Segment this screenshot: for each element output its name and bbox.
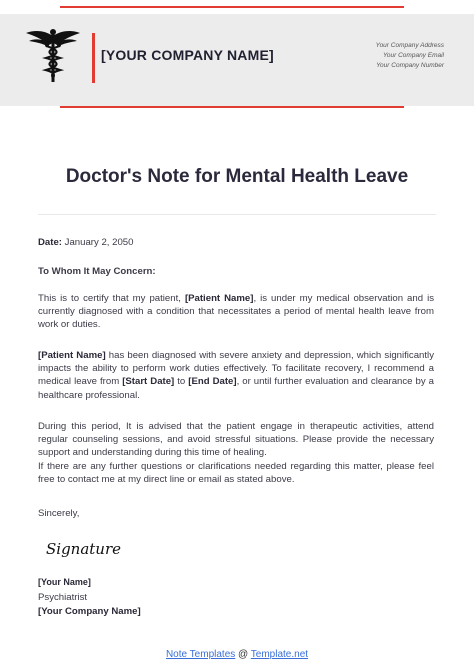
footer bbox=[0, 649, 474, 660]
company-number: Your Company Number bbox=[376, 62, 444, 69]
patient-name-placeholder-2: [Patient Name] bbox=[38, 350, 106, 361]
contact-text: If there are any further questions or clarifications needed regarding this matter, please feel free to contact me at my direct line or email as stated above. bbox=[38, 460, 434, 485]
signer-name: [Your Name] bbox=[38, 577, 91, 587]
top-accent-line bbox=[60, 6, 404, 8]
note-templates-link[interactable]: Note Templates bbox=[165, 649, 236, 660]
title-divider bbox=[38, 214, 436, 215]
paragraph-diagnosis bbox=[38, 349, 434, 402]
paragraph-advice bbox=[38, 420, 434, 486]
company-email: Your Company Email bbox=[382, 52, 444, 59]
signer-role: Psychiatrist bbox=[38, 592, 88, 603]
date-label: Date: bbox=[38, 237, 62, 248]
start-date-placeholder: [Start Date] bbox=[122, 376, 175, 388]
salutation: To Whom It May Concern: bbox=[38, 266, 156, 277]
paragraph-certification bbox=[38, 292, 434, 332]
end-date-placeholder: [End Date] bbox=[188, 376, 237, 388]
advice-text: During this period, It is advised that the patient engage in therapeutic activities, attend regular counseling sessions, and avoid stressful situations. Please provide the necessary support and understanding during this time of healing. bbox=[38, 421, 434, 459]
template-net-link[interactable]: Template.net bbox=[250, 649, 309, 660]
patient-name-placeholder: [Patient Name] bbox=[184, 293, 254, 304]
company-address: Your Company Address bbox=[375, 42, 444, 49]
closing: Sincerely, bbox=[38, 508, 80, 519]
date-line bbox=[38, 236, 434, 249]
company-name: [YOUR COMPANY NAME] bbox=[101, 47, 274, 63]
signer-company: [Your Company Name] bbox=[38, 606, 141, 617]
date-value: January 2, 2050 bbox=[64, 237, 134, 248]
handwritten-signature: Signature bbox=[46, 540, 122, 558]
header-divider bbox=[92, 33, 95, 83]
caduceus-icon bbox=[24, 24, 82, 84]
footer-separator: @ bbox=[235, 649, 251, 660]
p2-text-f: , or until further evaluation and clearance by a healthcare professional. bbox=[38, 376, 434, 401]
p2-text-d: to bbox=[174, 376, 189, 388]
document-title: Doctor's Note for Mental Health Leave bbox=[65, 166, 409, 187]
p1-text-c: , is under my medical observation and is currently diagnosed with a condition that necessitates a period of mental health leave from work or duties. bbox=[38, 293, 435, 331]
p2-text-b: has been diagnosed with severe anxiety and depression, which significantly impacts the ability to perform work duties effectively. To facilitate recovery, I recommend a medical leave from bbox=[38, 350, 434, 388]
p1-text-a: This is to certify that my patient, bbox=[38, 293, 185, 304]
bottom-accent-line bbox=[60, 106, 404, 108]
